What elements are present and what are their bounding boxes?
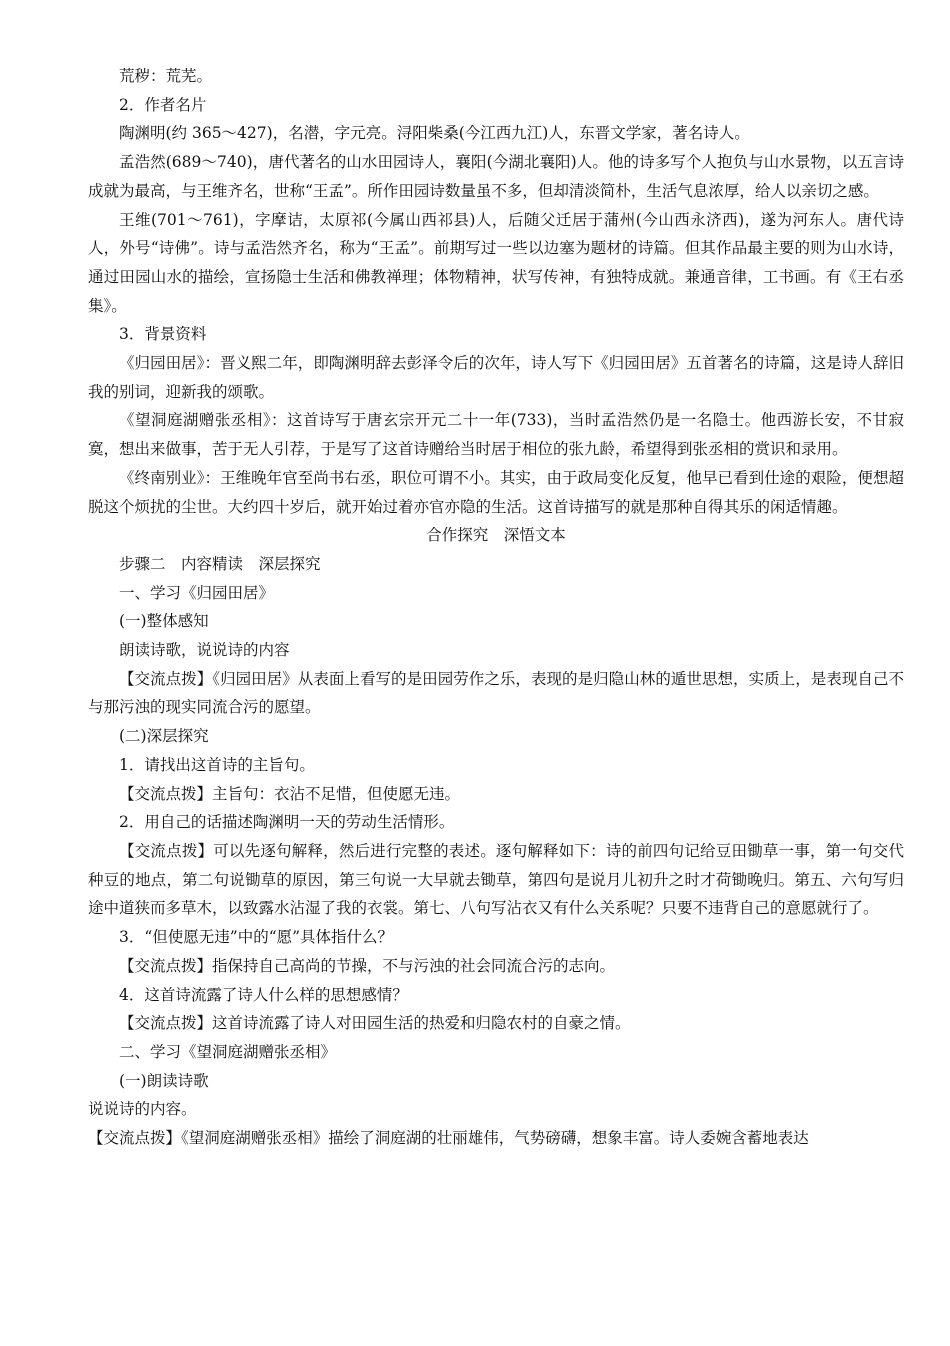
paragraph-wang-wei: 王维(701～761)，字摩诘，太原祁(今属山西祁县)人，后随父迁居于蒲州(今山西永济西)，遂为河东人。唐代诗人，外号“诗佛”。诗与孟浩然齐名，称为“王孟”。前期写过一些以边塞为题材的诗篇。但其作品最主要的则为山水诗，通过田园山水的描绘，宣扬隐士生活和佛教禅理；体物精神，状写传神，有独特成就。兼通音律，工书画。有《王右丞集》。 bbox=[88, 210, 904, 315]
document-page bbox=[88, 62, 904, 1153]
task-line: 朗读诗歌，说说诗的内容 bbox=[119, 641, 290, 660]
question-4: 4．这首诗流露了诗人什么样的思想感情？ bbox=[119, 985, 408, 1004]
answer-1: 【交流点拨】主旨句：衣沾不足惜，但使愿无违。 bbox=[119, 784, 461, 803]
answer-2: 【交流点拨】可以先逐句解释，然后进行完整的表述。逐句解释如下：诗的前四句记给豆田锄草一事，第一句交代种豆的地点，第二句说锄草的原因，第三句说一大早就去锄草，第四句是说月儿初升之时才荷锄晚归。第五、六句写归途中道狭而多草木，以致露水沾湿了我的衣裳。第七、八句写沾衣又有什么关系呢？只要不违背自己的意愿就行了。 bbox=[88, 841, 904, 918]
paragraph-background-dongting: 《望洞庭湖赠张丞相》：这首诗写于唐玄宗开元二十一年(733)，当时孟浩然仍是一名隐士。他西游长安，不甘寂寞，想出来做事，苦于无人引荐，于是写了这首诗赠给当时居于相位的张九龄，希望得到张丞相的赏识和录用。 bbox=[88, 411, 904, 459]
subsection-heading-guiyuan: 一、学习《归园田居》 bbox=[119, 583, 275, 602]
paragraph-tao-yuanming: 陶渊明(约 365～427)，名潜，字元亮。浔阳柴桑(今江西九江)人，东晋文学家，著名诗人。 bbox=[119, 124, 750, 143]
paragraph-meng-haoran: 孟浩然(689～740)，唐代著名的山水田园诗人，襄阳(今湖北襄阳)人。他的诗多写个人抱负与山水景物，以五言诗成就为最高，与王维齐名，世称“王孟”。所作田园诗数量虽不多，但却清淡简朴，生活气息浓厚，给人以亲切之感。 bbox=[88, 153, 904, 200]
answer-3: 【交流点拨】指保持自己高尚的节操，不与污浊的社会同流合污的志向。 bbox=[119, 956, 616, 975]
answer-paragraph-dongting: 【交流点拨】《望洞庭湖赠张丞相》描绘了洞庭湖的壮丽雄伟，气势磅礴，想象丰富。诗人委婉含蓄地表达 bbox=[88, 1129, 809, 1148]
part-heading-overall: (一)整体感知 bbox=[119, 612, 209, 631]
glossary-line: 荒秽：荒芜。 bbox=[119, 67, 213, 85]
section-heading-background: 3．背景资料 bbox=[119, 325, 207, 344]
part-heading-deep: (二)深层探究 bbox=[119, 727, 209, 746]
paragraph-background-guiyuan: 《归园田居》：晋义熙二年，即陶渊明辞去彭泽令后的次年，诗人写下《归园田居》五首著名的诗篇，这是诗人辞旧我的别词，迎新我的颂歌。 bbox=[88, 354, 904, 401]
paragraph-background-zhongnan: 《终南别业》：王维晚年官至尚书右丞，职位可谓不小。其实，由于政局变化反复，他早已看到仕途的艰险，便想超脱这个烦扰的尘世。大约四十岁后，就开始过着亦官亦隐的生活。这首诗描写的就是那种自得其乐的闲适情趣。 bbox=[88, 468, 904, 516]
section-title: 合作探究 深悟文本 bbox=[426, 526, 566, 545]
answer-paragraph: 【交流点拨】《归园田居》从表面上看写的是田园劳作之乐，表现的是归隐山林的遁世思想，实质上，是表现自己不与那污浊的现实同流合污的愿望。 bbox=[88, 669, 904, 717]
answer-4: 【交流点拨】这首诗流露了诗人对田园生活的热爱和归隐农村的自豪之情。 bbox=[119, 1014, 631, 1033]
question-1: 1．请找出这首诗的主旨句。 bbox=[119, 755, 315, 774]
subsection-heading-dongting: 二、学习《望洞庭湖赠张丞相》 bbox=[119, 1042, 337, 1061]
part-heading-reading: (一)朗读诗歌 bbox=[119, 1071, 209, 1090]
step-heading: 步骤二 内容精读 深层探究 bbox=[119, 554, 321, 573]
question-3: 3．“但使愿无违”中的“愿”具体指什么？ bbox=[119, 928, 394, 947]
question-2: 2．用自己的话描述陶渊明一天的劳动生活情形。 bbox=[119, 813, 455, 832]
task-line-content: 说说诗的内容。 bbox=[88, 1100, 197, 1119]
section-heading-author: 2．作者名片 bbox=[119, 95, 207, 114]
